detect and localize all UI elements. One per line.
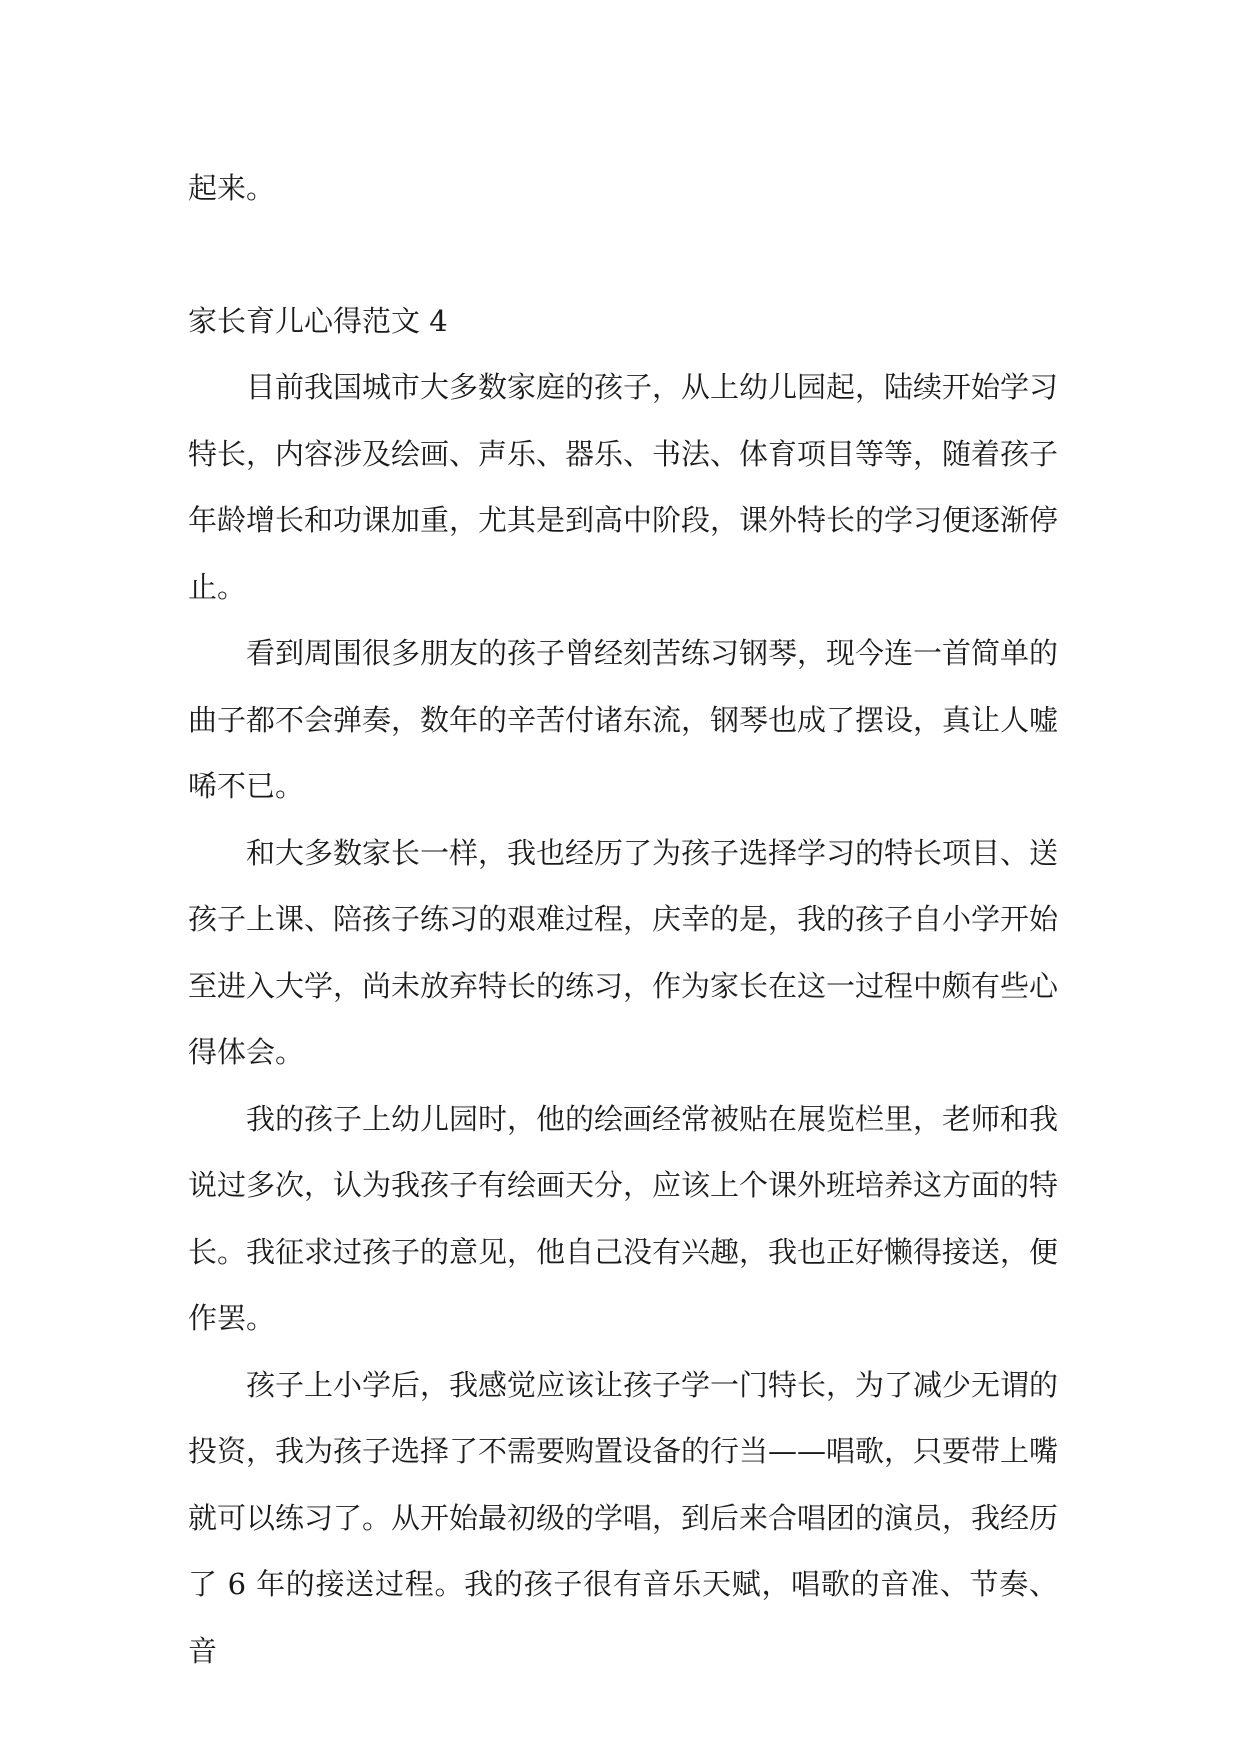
paragraph-2: 看到周围很多朋友的孩子曾经刻苦练习钢琴，现今连一首简单的曲子都不会弹奏，数年的辛苦付诸东流，钢琴也成了摆设，真让人嘘唏不已。 [188, 636, 1059, 803]
document-body [188, 155, 1058, 1684]
paragraph-3: 和大多数家长一样，我也经历了为孩子选择学习的特长项目、送孩子上课、陪孩子练习的艰难过程，庆幸的是，我的孩子自小学开始至进入大学，尚未放弃特长的练习，作为家长在这一过程中颇有些心得体会。 [188, 835, 1059, 1069]
section-heading: 家长育儿心得范文 4 [188, 303, 448, 338]
paragraph-1: 目前我国城市大多数家庭的孩子，从上幼儿园起，陆续开始学习特长，内容涉及绘画、声乐、器乐、书法、体育项目等等，随着孩子年龄增长和功课加重，尤其是到高中阶段，课外特长的学习便逐渐停止。 [188, 370, 1059, 604]
paragraph-5: 孩子上小学后，我感觉应该让孩子学一门特长，为了减少无谓的投资，我为孩子选择了不需要购置设备的行当——唱歌，只要带上嘴就可以练习了。从开始最初级的学唱，到后来合唱团的演员，我经历了 6 年的接送过程。我的孩子很有音乐天赋，唱歌的音准、节奏、音 [188, 1367, 1059, 1668]
paragraph-4: 我的孩子上幼儿园时，他的绘画经常被贴在展览栏里，老师和我说过多次，认为我孩子有绘画天分，应该上个课外班培养这方面的特长。我征求过孩子的意见，他自己没有兴趣，我也正好懒得接送，便作罢。 [188, 1101, 1059, 1335]
continued-text: 起来。 [188, 171, 276, 205]
